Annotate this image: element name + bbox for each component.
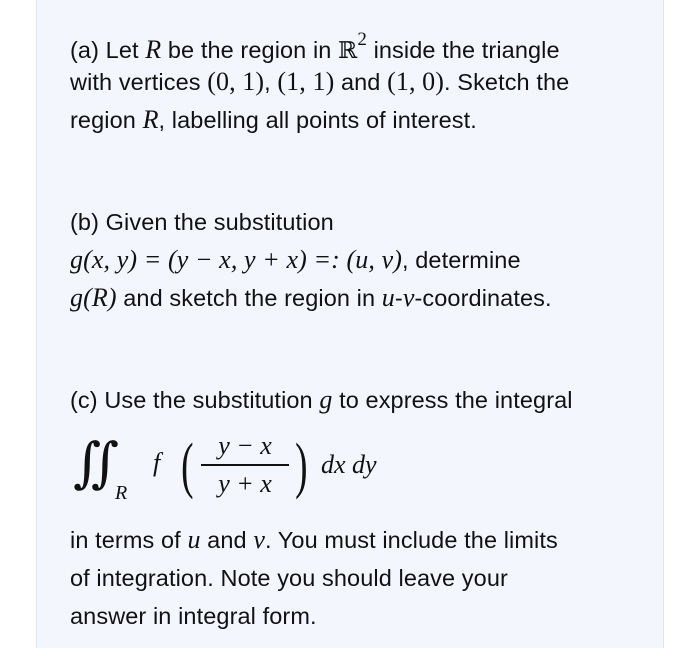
text: , determine — [401, 247, 521, 273]
part-c-line-1 — [70, 384, 573, 416]
text: to express the integral — [332, 387, 573, 413]
part-c-line-4: answer in integral form. — [70, 603, 317, 629]
fraction-denominator: y + x — [218, 468, 272, 498]
text: region — [70, 107, 143, 133]
text: , labelling all points of interest. — [158, 107, 477, 133]
double-integral-sign: ∬ — [73, 431, 119, 494]
fraction-numerator: y − x — [218, 431, 272, 460]
part-b-line-2 — [70, 244, 521, 276]
text: -coordinates. — [414, 285, 552, 311]
text: be the region in — [161, 36, 339, 63]
text: in terms of — [70, 527, 188, 553]
part-c-line-3: of integration. Note you should leave your — [70, 565, 508, 591]
fraction — [201, 430, 289, 500]
part-c-line-2 — [70, 524, 558, 556]
text: inside the triangle — [366, 36, 560, 63]
math-u: u — [381, 283, 395, 312]
text: (a) Let — [70, 36, 146, 63]
part-b-line-3 — [70, 282, 552, 314]
text: and sketch the region in — [116, 285, 382, 311]
text: and — [334, 69, 388, 95]
differentials: dx dy — [321, 450, 377, 479]
part-a-line-3 — [70, 104, 477, 136]
math-vertex-3: (1, 0) — [387, 67, 445, 96]
text: . You must include the limits — [264, 527, 558, 553]
math-vertex-1: (0, 1) — [207, 67, 265, 96]
math-vertex-2: (1, 1) — [277, 67, 335, 96]
left-paren: ( — [181, 432, 194, 500]
text: with vertices — [70, 69, 208, 95]
fraction-bar — [201, 464, 289, 466]
part-a-line-1 — [70, 28, 560, 67]
math-exponent: 2 — [357, 29, 367, 50]
question-card — [36, 0, 664, 648]
math-R: R — [142, 105, 159, 134]
text: , — [264, 69, 278, 95]
function-f: f — [153, 448, 161, 477]
math-reals-symbol: ℝ — [338, 37, 358, 64]
double-integral-expression — [73, 428, 473, 512]
math-u: u — [187, 525, 201, 554]
text: - — [394, 285, 403, 311]
math-g: g — [319, 385, 333, 414]
part-a-line-2 — [70, 66, 569, 98]
math-substitution: g(x, y) = (y − x, y + x) =: (u, v) — [70, 245, 402, 274]
part-b-line-1: (b) Given the substitution — [70, 209, 334, 235]
math-R: R — [145, 34, 162, 64]
math-v: v — [402, 283, 415, 312]
math-g-of-R: g(R) — [70, 283, 117, 312]
text: (c) Use the substitution — [70, 387, 320, 413]
text: . Sketch the — [444, 69, 570, 95]
text: and — [200, 527, 254, 553]
math-v: v — [253, 525, 265, 554]
integral-region-subscript: R — [115, 482, 128, 504]
right-paren: ) — [295, 432, 308, 500]
